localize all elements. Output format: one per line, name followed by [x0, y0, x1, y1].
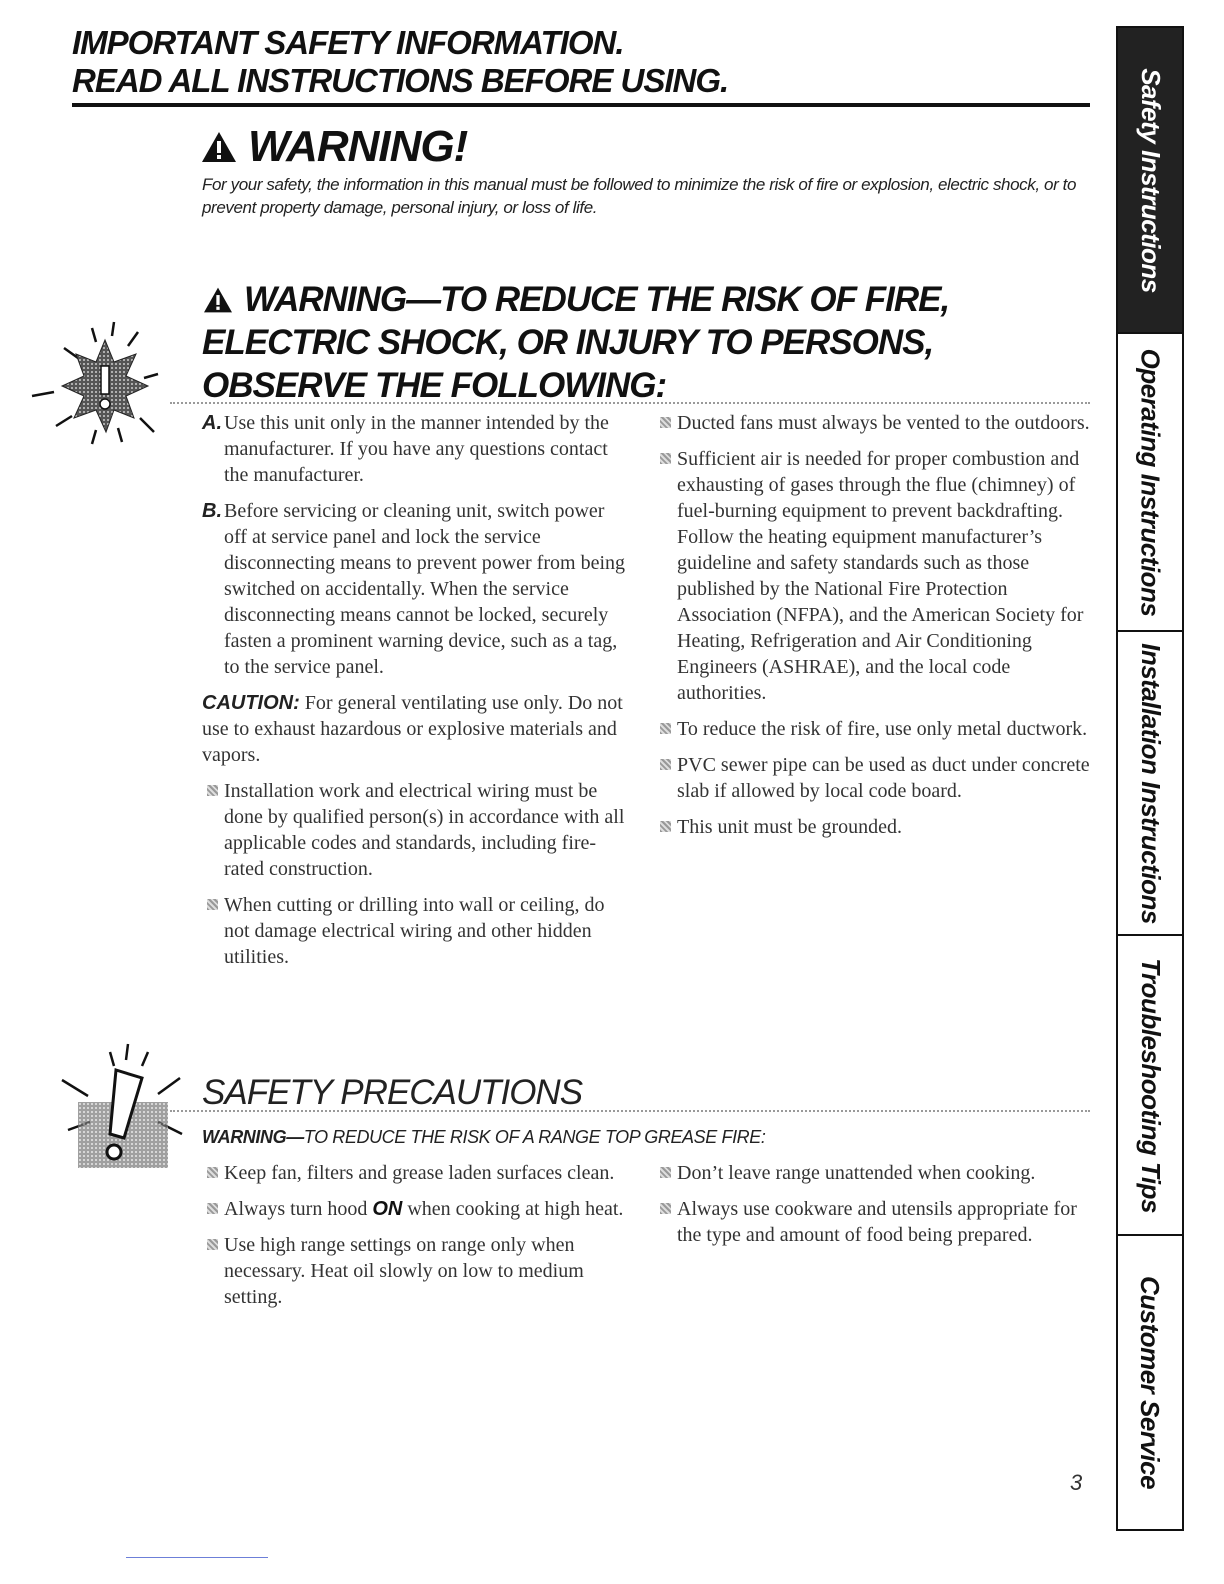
item-text: Installation work and electrical wiring must be done by qualified person(s) in accordance with all applicable codes and standards, including fire-rated construction.	[224, 780, 625, 880]
tab-label: Operating Instructions	[1135, 348, 1166, 616]
tab-troubleshooting-tips[interactable]	[1118, 934, 1182, 1234]
fire-warning-line-3: OBSERVE THE FOLLOWING:	[202, 366, 667, 405]
tab-safety-instructions[interactable]	[1118, 28, 1182, 332]
section-divider	[170, 1110, 1090, 1112]
warning-text: For your safety, the information in this manual must be followed to minimize the risk of fire or explosion, electric shock, or to prevent property damage, personal injury, or loss of life.	[202, 175, 1077, 217]
caution-text: For general ventilating use only. Do not use to exhaust hazardous or explosive materials and vapors.	[202, 692, 623, 766]
right-column	[655, 410, 1095, 850]
fire-warning-line-1: WARNING—TO REDUCE THE RISK OF FIRE,	[244, 280, 950, 319]
list-item	[655, 1160, 1095, 1186]
tab-installation-instructions[interactable]	[1118, 630, 1182, 934]
footer-line	[126, 1557, 268, 1558]
list-item	[202, 892, 630, 970]
item-text-post: when cooking at high heat.	[402, 1198, 624, 1220]
tab-label: Safety Instructions	[1135, 67, 1166, 293]
bullet-icon	[660, 1203, 671, 1214]
tab-operating-instructions[interactable]	[1118, 332, 1182, 630]
item-text: When cutting or drilling into wall or ceiling, do not damage electrical wiring and other hidden utilities.	[224, 894, 605, 968]
left-column	[202, 410, 630, 980]
item-text: This unit must be grounded.	[677, 816, 902, 838]
warning-triangle-icon	[200, 130, 238, 164]
list-item	[202, 410, 630, 488]
caution-paragraph	[202, 690, 630, 768]
list-item	[655, 716, 1095, 742]
exclamation-burst-icon	[30, 318, 180, 448]
list-item	[202, 1196, 630, 1222]
warning-title: WARNING!	[248, 122, 468, 171]
warning-heading	[200, 122, 467, 172]
list-item	[202, 778, 630, 882]
list-item	[202, 1232, 630, 1310]
list-item	[655, 410, 1095, 436]
warning-triangle-icon	[202, 286, 234, 314]
bullet-icon	[207, 1239, 218, 1250]
item-text-pre: Always turn hood	[224, 1198, 373, 1220]
bullet-icon	[207, 1167, 218, 1178]
list-item	[202, 498, 630, 680]
item-text: Ducted fans must always be vented to the outdoors.	[677, 412, 1090, 434]
section-sidebar	[1116, 26, 1184, 1531]
bullet-icon	[660, 417, 671, 428]
bullet-icon	[660, 453, 671, 464]
list-item	[202, 1160, 630, 1186]
header-rule	[72, 103, 1090, 107]
bullet-icon	[207, 899, 218, 910]
fire-warning-line-2: ELECTRIC SHOCK, OR INJURY TO PERSONS,	[202, 323, 934, 362]
precautions-subtitle	[202, 1125, 765, 1149]
item-marker: B.	[202, 500, 222, 522]
item-marker: A.	[202, 412, 222, 434]
tab-label: Customer Service	[1135, 1275, 1166, 1490]
item-text: Use high range settings on range only when necessary. Heat oil slowly on low to medium setting.	[224, 1234, 584, 1308]
header-line-1: IMPORTANT SAFETY INFORMATION.	[72, 24, 624, 61]
precautions-left-column	[202, 1160, 630, 1320]
bullet-icon	[660, 723, 671, 734]
grease-fire-warning-icon	[58, 1042, 188, 1172]
bullet-icon	[207, 1203, 218, 1214]
page-header	[72, 24, 728, 100]
header-line-2: READ ALL INSTRUCTIONS BEFORE USING.	[72, 62, 729, 99]
item-text: Sufficient air is needed for proper combustion and exhausting of gases through the flue (chimney) of fuel-burning equipment to prevent backdrafting. Follow the heating equipment manufacturer’s guideline and safety standards such as those published by the National Fire Protection Association (NFPA), and the American Society for Heating, Refrigeration and Air Conditioning Engineers (ASHRAE), and the local code authorities.	[677, 448, 1084, 704]
item-text: Before servicing or cleaning unit, switch power off at service panel and lock the service disconnecting means to prevent power from being switched on accidentally. When the service disconnecting means cannot be locked, securely fasten a prominent warning device, such as a tag, to the service panel.	[224, 500, 625, 678]
list-item	[655, 446, 1095, 706]
on-label: ON	[372, 1198, 403, 1220]
item-text: PVC sewer pipe can be used as duct under concrete slab if allowed by local code board.	[677, 754, 1090, 802]
precautions-title: SAFETY PRECAUTIONS	[202, 1073, 583, 1112]
caution-label: CAUTION:	[202, 692, 300, 714]
bullet-icon	[660, 1167, 671, 1178]
item-text: Keep fan, filters and grease laden surfaces clean.	[224, 1162, 615, 1184]
bullet-icon	[660, 759, 671, 770]
page-number: 3	[1070, 1470, 1083, 1495]
list-item	[655, 814, 1095, 840]
item-text: Always use cookware and utensils appropriate for the type and amount of food being prepared.	[677, 1198, 1077, 1246]
bullet-icon	[660, 821, 671, 832]
list-item	[655, 752, 1095, 804]
item-text: Don’t leave range unattended when cooking.	[677, 1162, 1036, 1184]
fire-warning-heading	[202, 278, 949, 407]
tab-label: Troubleshooting Tips	[1135, 957, 1166, 1213]
tab-customer-service[interactable]	[1118, 1234, 1182, 1529]
precautions-right-column	[655, 1160, 1095, 1258]
precautions-subtitle-rest: TO REDUCE THE RISK OF A RANGE TOP GREASE FIRE:	[303, 1127, 766, 1147]
bullet-icon	[207, 785, 218, 796]
tab-label: Installation Instructions	[1135, 642, 1166, 924]
list-item	[655, 1196, 1095, 1248]
item-text: Use this unit only in the manner intended by the manufacturer. If you have any questions contact the manufacturer.	[224, 412, 609, 486]
item-text: To reduce the risk of fire, use only metal ductwork.	[677, 718, 1088, 740]
section-divider	[170, 402, 1090, 404]
precautions-subtitle-bold: WARNING—	[202, 1127, 304, 1147]
